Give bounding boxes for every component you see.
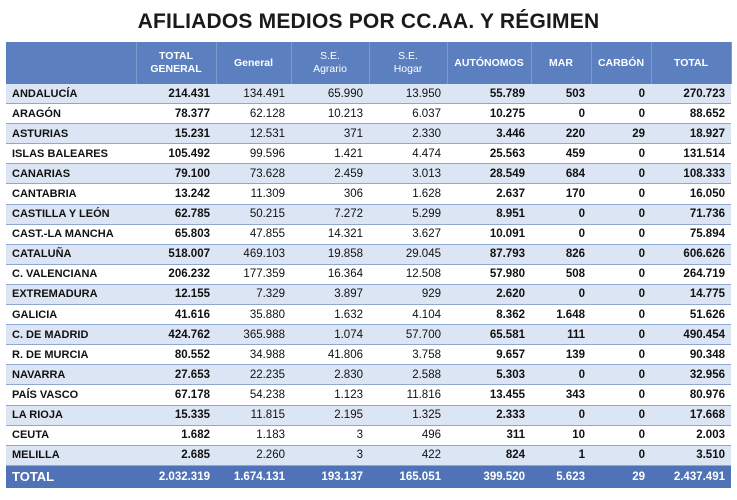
autonomos-value: 824 xyxy=(447,445,531,465)
region-name: EXTREMADURA xyxy=(6,284,136,304)
mar-value: 111 xyxy=(531,325,591,345)
region-name: CANARIAS xyxy=(6,164,136,184)
total-general-value: 65.803 xyxy=(136,224,216,244)
mar-value: 0 xyxy=(531,104,591,124)
autonomos-value: 10.275 xyxy=(447,104,531,124)
autonomos-value: 8.951 xyxy=(447,204,531,224)
autonomos-value: 311 xyxy=(447,425,531,445)
total-general-value: 62.785 xyxy=(136,204,216,224)
total-general-value: 27.653 xyxy=(136,365,216,385)
carbon-value: 29 xyxy=(591,124,651,144)
carbon-value: 0 xyxy=(591,445,651,465)
header-carbon xyxy=(591,42,651,84)
se-hogar-value: 2.588 xyxy=(369,365,447,385)
region-name: MELILLA xyxy=(6,445,136,465)
carbon-value: 0 xyxy=(591,224,651,244)
table-row xyxy=(6,264,731,284)
general-value: 34.988 xyxy=(216,345,291,365)
se-agrario-value: 3 xyxy=(291,425,369,445)
carbon-value: 0 xyxy=(591,405,651,425)
autonomos-value: 8.362 xyxy=(447,305,531,325)
region-name: ISLAS BALEARES xyxy=(6,144,136,164)
total-general-value: 78.377 xyxy=(136,104,216,124)
header-line1: TOTAL xyxy=(158,50,194,62)
autonomos-value: 57.980 xyxy=(447,264,531,284)
region-name: CASTILLA Y LEÓN xyxy=(6,204,136,224)
mar-value: 343 xyxy=(531,385,591,405)
total-value: 51.626 xyxy=(651,305,731,325)
total-value: 490.454 xyxy=(651,325,731,345)
header-line2: Hogar xyxy=(393,63,423,75)
se-hogar-value: 11.816 xyxy=(369,385,447,405)
mar-value: 0 xyxy=(531,224,591,244)
mar-value: 170 xyxy=(531,184,591,204)
total-general-value: 79.100 xyxy=(136,164,216,184)
header-line1: AUTÓNOMOS xyxy=(454,56,524,69)
total-general-value: 2.685 xyxy=(136,445,216,465)
page-title: AFILIADOS MEDIOS POR CC.AA. Y RÉGIMEN xyxy=(137,10,600,33)
total-value: 16.050 xyxy=(651,184,731,204)
se-agrario-value: 10.213 xyxy=(291,104,369,124)
mar-value: 1.648 xyxy=(531,305,591,325)
total-general-value: 424.762 xyxy=(136,325,216,345)
carbon-value: 0 xyxy=(591,365,651,385)
carbon-value: 0 xyxy=(591,164,651,184)
total-value: 75.894 xyxy=(651,224,731,244)
se-agrario-value: 2.195 xyxy=(291,405,369,425)
se-agrario-value: 193.137 xyxy=(291,465,369,488)
autonomos-value: 87.793 xyxy=(447,244,531,264)
header-line1: S.E. xyxy=(320,50,340,62)
header-total xyxy=(651,42,731,84)
header-line2: GENERAL xyxy=(150,63,202,75)
se-agrario-value: 65.990 xyxy=(291,84,369,104)
autonomos-value: 13.455 xyxy=(447,385,531,405)
total-general-value: 80.552 xyxy=(136,345,216,365)
total-general-value: 13.242 xyxy=(136,184,216,204)
total-value: 88.652 xyxy=(651,104,731,124)
region-name: CAST.-LA MANCHA xyxy=(6,224,136,244)
region-name: NAVARRA xyxy=(6,365,136,385)
total-value: 2.437.491 xyxy=(651,465,731,488)
general-value: 134.491 xyxy=(216,84,291,104)
region-name: ARAGÓN xyxy=(6,104,136,124)
table-row xyxy=(6,345,731,365)
region-name: GALICIA xyxy=(6,305,136,325)
mar-value: 826 xyxy=(531,244,591,264)
region-name: C. VALENCIANA xyxy=(6,264,136,284)
general-value: 73.628 xyxy=(216,164,291,184)
autonomos-value: 5.303 xyxy=(447,365,531,385)
table-row xyxy=(6,365,731,385)
autonomos-value: 25.563 xyxy=(447,144,531,164)
se-agrario-value: 41.806 xyxy=(291,345,369,365)
general-value: 35.880 xyxy=(216,305,291,325)
mar-value: 139 xyxy=(531,345,591,365)
table-row xyxy=(6,405,731,425)
general-value: 99.596 xyxy=(216,144,291,164)
total-general-value: 518.007 xyxy=(136,244,216,264)
se-hogar-value: 29.045 xyxy=(369,244,447,264)
se-hogar-value: 5.299 xyxy=(369,204,447,224)
region-name: CATALUÑA xyxy=(6,244,136,264)
mar-value: 0 xyxy=(531,284,591,304)
autonomos-value: 28.549 xyxy=(447,164,531,184)
carbon-value: 0 xyxy=(591,425,651,445)
carbon-value: 0 xyxy=(591,104,651,124)
carbon-value: 29 xyxy=(591,465,651,488)
se-agrario-value: 14.321 xyxy=(291,224,369,244)
se-agrario-value: 7.272 xyxy=(291,204,369,224)
table-body xyxy=(6,84,731,488)
se-hogar-value: 6.037 xyxy=(369,104,447,124)
se-agrario-value: 3 xyxy=(291,445,369,465)
table-row xyxy=(6,305,731,325)
se-agrario-value: 1.421 xyxy=(291,144,369,164)
general-value: 7.329 xyxy=(216,284,291,304)
total-value: 32.956 xyxy=(651,365,731,385)
total-value: 71.736 xyxy=(651,204,731,224)
se-agrario-value: 19.858 xyxy=(291,244,369,264)
total-value: 3.510 xyxy=(651,445,731,465)
mar-value: 508 xyxy=(531,264,591,284)
general-value: 54.238 xyxy=(216,385,291,405)
total-value: 17.668 xyxy=(651,405,731,425)
header-se-agrario xyxy=(291,42,369,84)
total-value: 270.723 xyxy=(651,84,731,104)
header-line2: Agrario xyxy=(313,63,347,75)
region-name: R. DE MURCIA xyxy=(6,345,136,365)
total-general-value: 214.431 xyxy=(136,84,216,104)
carbon-value: 0 xyxy=(591,345,651,365)
table-row xyxy=(6,144,731,164)
total-value: 14.775 xyxy=(651,284,731,304)
total-value: 18.927 xyxy=(651,124,731,144)
carbon-value: 0 xyxy=(591,264,651,284)
carbon-value: 0 xyxy=(591,184,651,204)
autonomos-value: 55.789 xyxy=(447,84,531,104)
carbon-value: 0 xyxy=(591,84,651,104)
total-row xyxy=(6,465,731,488)
table-row xyxy=(6,325,731,345)
se-hogar-value: 4.104 xyxy=(369,305,447,325)
total-value: 2.003 xyxy=(651,425,731,445)
se-agrario-value: 2.459 xyxy=(291,164,369,184)
carbon-value: 0 xyxy=(591,305,651,325)
se-hogar-value: 4.474 xyxy=(369,144,447,164)
autonomos-value: 9.657 xyxy=(447,345,531,365)
header-autonomos xyxy=(447,42,531,84)
mar-value: 1 xyxy=(531,445,591,465)
table-row xyxy=(6,124,731,144)
general-value: 50.215 xyxy=(216,204,291,224)
autonomos-value: 2.637 xyxy=(447,184,531,204)
total-value: 606.626 xyxy=(651,244,731,264)
afiliados-table xyxy=(6,42,732,488)
region-name: C. DE MADRID xyxy=(6,325,136,345)
table-row xyxy=(6,385,731,405)
se-agrario-value: 1.632 xyxy=(291,305,369,325)
table-row xyxy=(6,84,731,104)
se-hogar-value: 3.758 xyxy=(369,345,447,365)
header-line1: MAR xyxy=(549,56,573,69)
mar-value: 0 xyxy=(531,365,591,385)
total-general-value: 41.616 xyxy=(136,305,216,325)
header-line1: General xyxy=(233,56,274,69)
header-se-hogar xyxy=(369,42,447,84)
total-value: 90.348 xyxy=(651,345,731,365)
carbon-value: 0 xyxy=(591,284,651,304)
autonomos-value: 3.446 xyxy=(447,124,531,144)
general-value: 177.359 xyxy=(216,264,291,284)
table-row xyxy=(6,204,731,224)
se-hogar-value: 1.325 xyxy=(369,405,447,425)
autonomos-value: 2.333 xyxy=(447,405,531,425)
header-general xyxy=(216,42,291,84)
se-hogar-value: 1.628 xyxy=(369,184,447,204)
autonomos-value: 2.620 xyxy=(447,284,531,304)
region-name: LA RIOJA xyxy=(6,405,136,425)
header-total-general xyxy=(136,42,216,84)
se-agrario-value: 371 xyxy=(291,124,369,144)
mar-value: 220 xyxy=(531,124,591,144)
table-row xyxy=(6,445,731,465)
carbon-value: 0 xyxy=(591,244,651,264)
region-name: ASTURIAS xyxy=(6,124,136,144)
general-value: 62.128 xyxy=(216,104,291,124)
total-general-value: 206.232 xyxy=(136,264,216,284)
carbon-value: 0 xyxy=(591,385,651,405)
general-value: 469.103 xyxy=(216,244,291,264)
se-hogar-value: 496 xyxy=(369,425,447,445)
table-row xyxy=(6,164,731,184)
total-general-value: 15.231 xyxy=(136,124,216,144)
mar-value: 684 xyxy=(531,164,591,184)
se-agrario-value: 1.123 xyxy=(291,385,369,405)
region-name: TOTAL xyxy=(6,465,136,488)
header-line1: S.E. xyxy=(398,50,418,62)
region-name: PAÍS VASCO xyxy=(6,385,136,405)
autonomos-value: 399.520 xyxy=(447,465,531,488)
se-agrario-value: 1.074 xyxy=(291,325,369,345)
general-value: 12.531 xyxy=(216,124,291,144)
table-row xyxy=(6,284,731,304)
se-hogar-value: 2.330 xyxy=(369,124,447,144)
header-line1: TOTAL xyxy=(673,56,709,69)
mar-value: 5.623 xyxy=(531,465,591,488)
table-row xyxy=(6,184,731,204)
general-value: 47.855 xyxy=(216,224,291,244)
header-mar xyxy=(531,42,591,84)
total-general-value: 2.032.319 xyxy=(136,465,216,488)
se-agrario-value: 16.364 xyxy=(291,264,369,284)
se-hogar-value: 929 xyxy=(369,284,447,304)
header-line1: CARBÓN xyxy=(597,56,645,69)
total-value: 108.333 xyxy=(651,164,731,184)
general-value: 11.815 xyxy=(216,405,291,425)
region-name: CEUTA xyxy=(6,425,136,445)
mar-value: 10 xyxy=(531,425,591,445)
table-row xyxy=(6,104,731,124)
se-hogar-value: 12.508 xyxy=(369,264,447,284)
autonomos-value: 10.091 xyxy=(447,224,531,244)
mar-value: 0 xyxy=(531,405,591,425)
general-value: 2.260 xyxy=(216,445,291,465)
se-hogar-value: 422 xyxy=(369,445,447,465)
total-general-value: 67.178 xyxy=(136,385,216,405)
se-agrario-value: 306 xyxy=(291,184,369,204)
table-row xyxy=(6,425,731,445)
se-hogar-value: 13.950 xyxy=(369,84,447,104)
table-row xyxy=(6,244,731,264)
general-value: 22.235 xyxy=(216,365,291,385)
se-agrario-value: 3.897 xyxy=(291,284,369,304)
carbon-value: 0 xyxy=(591,204,651,224)
region-name: ANDALUCÍA xyxy=(6,84,136,104)
se-agrario-value: 2.830 xyxy=(291,365,369,385)
general-value: 1.183 xyxy=(216,425,291,445)
total-general-value: 15.335 xyxy=(136,405,216,425)
mar-value: 459 xyxy=(531,144,591,164)
autonomos-value: 65.581 xyxy=(447,325,531,345)
total-value: 264.719 xyxy=(651,264,731,284)
mar-value: 503 xyxy=(531,84,591,104)
region-name: CANTABRIA xyxy=(6,184,136,204)
se-hogar-value: 165.051 xyxy=(369,465,447,488)
total-general-value: 1.682 xyxy=(136,425,216,445)
mar-value: 0 xyxy=(531,204,591,224)
total-general-value: 12.155 xyxy=(136,284,216,304)
total-value: 80.976 xyxy=(651,385,731,405)
header-row xyxy=(6,42,731,84)
carbon-value: 0 xyxy=(591,325,651,345)
carbon-value: 0 xyxy=(591,144,651,164)
table-row xyxy=(6,224,731,244)
se-hogar-value: 57.700 xyxy=(369,325,447,345)
general-value: 1.674.131 xyxy=(216,465,291,488)
total-general-value: 105.492 xyxy=(136,144,216,164)
general-value: 365.988 xyxy=(216,325,291,345)
se-hogar-value: 3.627 xyxy=(369,224,447,244)
se-hogar-value: 3.013 xyxy=(369,164,447,184)
header-region xyxy=(6,42,136,84)
general-value: 11.309 xyxy=(216,184,291,204)
total-value: 131.514 xyxy=(651,144,731,164)
